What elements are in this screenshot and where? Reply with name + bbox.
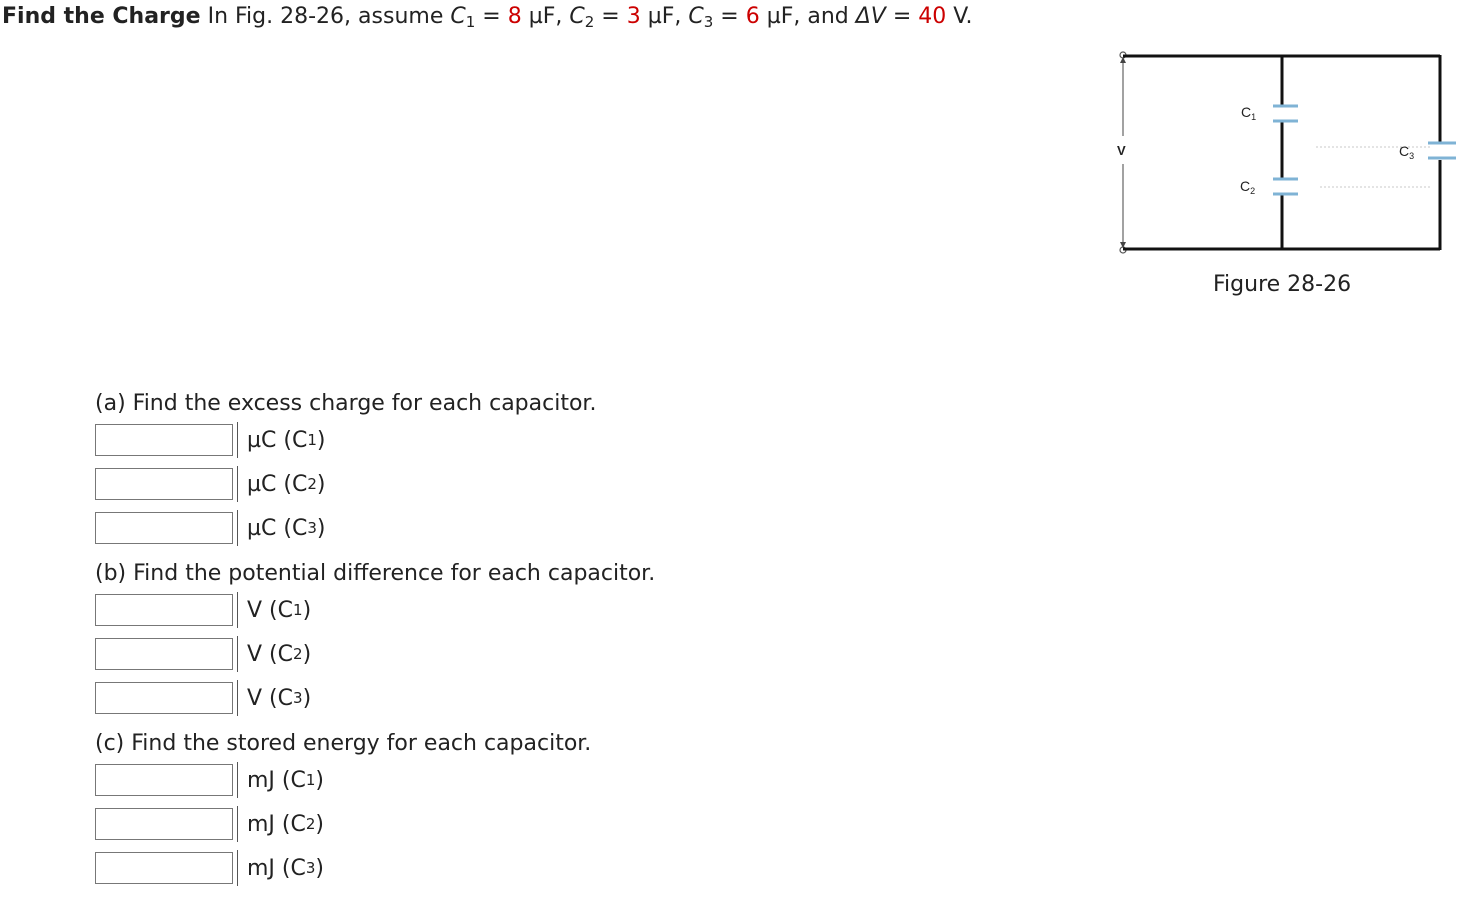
answer-input-c2[interactable] [95,808,233,840]
answer-row-c1 [95,762,324,798]
answer-input-a3[interactable] [95,512,233,544]
capacitor-c3 [1399,143,1456,161]
answer-input-a2[interactable] [95,468,233,500]
c3-symbol: C [688,4,704,29]
unit-label-c3: mJ ( C 3 ) [237,850,324,886]
voltage-indicator [1117,52,1126,253]
part-b-title: (b) Find the potential difference for each capacitor. [95,561,656,586]
delta-v-symbol: ΔV [855,4,886,29]
answer-input-b1[interactable] [95,594,233,626]
c2-symbol: C [569,4,585,29]
unit-label-b2: V ( C 2 ) [237,636,311,672]
answer-input-b2[interactable] [95,638,233,670]
part-a-title: (a) Find the excess charge for each capacitor. [95,391,597,416]
answer-row-a3 [95,510,325,546]
answer-row-a1 [95,422,325,458]
capacitor-c2 [1240,178,1298,196]
voltage-label: V [1117,143,1126,158]
c2-unit: µF [647,4,675,29]
circuit-diagram [1108,44,1458,264]
c2-subscript: 2 [584,13,595,31]
delta-v-value: 40 [918,4,947,29]
answer-row-a2 [95,466,325,502]
unit-label-a1: µC ( C 1 ) [237,422,325,458]
unit-label-a3: µC ( C 3 ) [237,510,325,546]
unit-label-a2: µC ( C 2 ) [237,466,325,502]
answer-row-c2 [95,806,324,842]
answer-row-b2 [95,636,311,672]
unit-label-c1: mJ ( C 1 ) [237,762,324,798]
and-text: and [807,4,849,29]
capacitor-c1 [1241,104,1298,122]
answer-row-b3 [95,680,311,716]
c3-unit: µF [766,4,794,29]
problem-statement: Find the Charge In Fig. 28-26, assume $C_1 = 8$ µF, $C_2 = 3$ µF, $C_3 = 6$ µF, and ΔV = 40 V. [2,4,973,31]
problem-intro: In Fig. 28-26, assume [207,4,444,29]
c2-value: 3 [626,4,641,29]
circuit-wires [1123,55,1440,250]
answer-row-b1 [95,592,311,628]
answer-input-c1[interactable] [95,764,233,796]
c2-label: $C_2$ [1240,178,1256,196]
c3-label: $C_3$ [1399,143,1415,161]
c3-value: 6 [745,4,760,29]
c1-subscript: 1 [465,13,476,31]
problem-title: Find the Charge [2,4,201,29]
delta-v-unit: V. [953,4,973,29]
figure-caption: Figure 28-26 [1213,272,1352,297]
c1-unit: µF [528,4,556,29]
part-c-title: (c) Find the stored energy for each capacitor. [95,731,592,756]
answer-input-c3[interactable] [95,852,233,884]
c1-symbol: C [450,4,466,29]
c1-value: 8 [507,4,522,29]
unit-label-b1: V ( C 1 ) [237,592,311,628]
answer-input-b3[interactable] [95,682,233,714]
unit-label-c2: mJ ( C 2 ) [237,806,324,842]
unit-label-b3: V ( C 3 ) [237,680,311,716]
c3-subscript: 3 [703,13,714,31]
answer-input-a1[interactable] [95,424,233,456]
answer-row-c3 [95,850,324,886]
c1-label: $C_1$ [1241,104,1257,122]
